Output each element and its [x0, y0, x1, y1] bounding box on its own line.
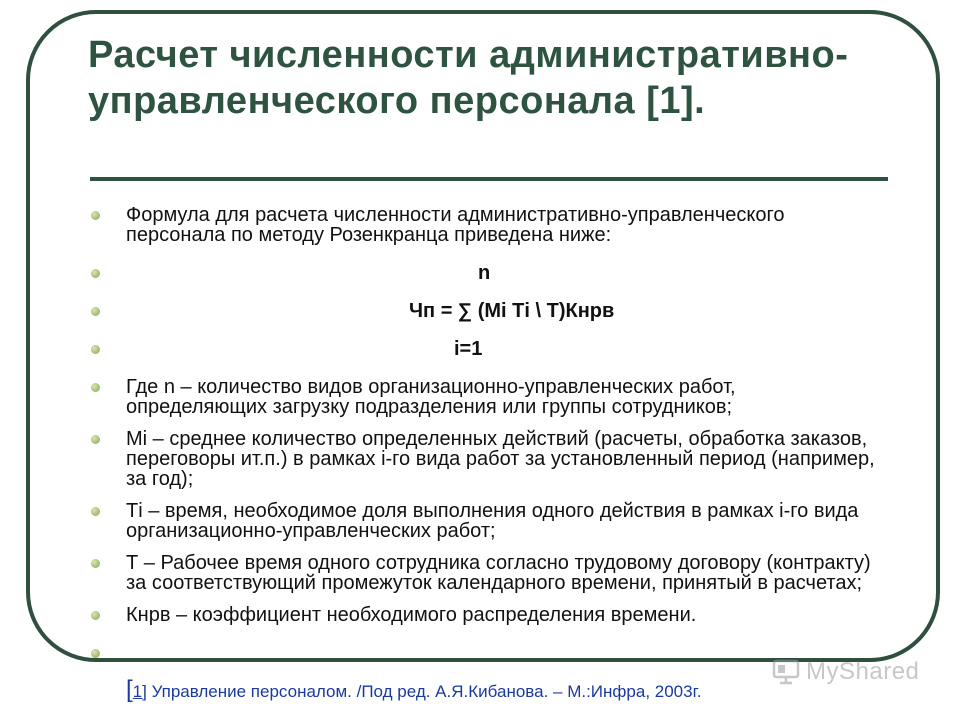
bullet-list: [0, 205, 960, 663]
bullet-dot-icon: [91, 307, 100, 316]
footnote-open-bracket: [: [126, 676, 133, 703]
bullet-text: Тi – время, необходимое доля выполнения одного действия в рамках i-го вида организационно-управленческих работ;: [126, 500, 859, 542]
bullet-item: [0, 263, 960, 283]
footnote-reference-link[interactable]: 1]: [132, 682, 147, 701]
footnote-text: Управление персоналом. /Под ред. А.Я.Кибанова. – М.:Инфра, 2003г.: [146, 682, 702, 701]
slide-title: Расчет численности административно-управленческого персонала [1].: [88, 34, 849, 122]
bullet-item: [0, 605, 960, 625]
formula-lower-limit: i=1: [454, 338, 483, 360]
watermark-text: MyShared: [806, 658, 920, 685]
bullet-dot-icon: [91, 559, 100, 568]
bullet-dot-icon: [91, 611, 100, 620]
bullet-text: Где n – количество видов организационно-управленческих работ, определяющих загрузку подразделения или группы сотрудников;: [126, 376, 736, 418]
bullet-item: [0, 553, 960, 593]
bullet-item: [0, 501, 960, 541]
bullet-item: [0, 429, 960, 489]
bullet-text: [126, 643, 880, 663]
watermark: [772, 658, 919, 686]
bullet-dot-icon: [91, 649, 100, 658]
bullet-dot-icon: [91, 383, 100, 392]
presentation-icon: [772, 659, 800, 685]
bullet-dot-icon: [91, 211, 100, 220]
bullet-dot-icon: [91, 435, 100, 444]
bullet-item: [0, 377, 960, 417]
bullet-dot-icon: [91, 269, 100, 278]
bullet-dot-icon: [91, 507, 100, 516]
footnote: [126, 676, 701, 704]
formula-upper-limit: n: [478, 262, 491, 284]
bullet-item: [0, 339, 960, 359]
bullet-item: [0, 205, 960, 245]
formula-main: Чп = ∑ (Мi Тi \ Т)Кнрв: [409, 300, 615, 322]
bullet-text: Формула для расчета численности административно-управленческого персонала по методу Розенкранца приведена ниже:: [126, 204, 785, 246]
bullet-text: Мi – среднее количество определенных действий (расчеты, обработка заказов, переговоры ит.п.) в рамках i-го вида работ за установленный период (например, за год);: [126, 428, 875, 490]
bullet-text: Т – Рабочее время одного сотрудника согласно трудовому договору (контракту) за соответствующий промежуток календарного времени, принятый в расчетах;: [126, 552, 871, 594]
bullet-text: Кнрв – коэффициент необходимого распределения времени.: [126, 604, 697, 626]
title-divider: [90, 177, 888, 181]
bullet-item: [0, 301, 960, 321]
bullet-dot-icon: [91, 345, 100, 354]
